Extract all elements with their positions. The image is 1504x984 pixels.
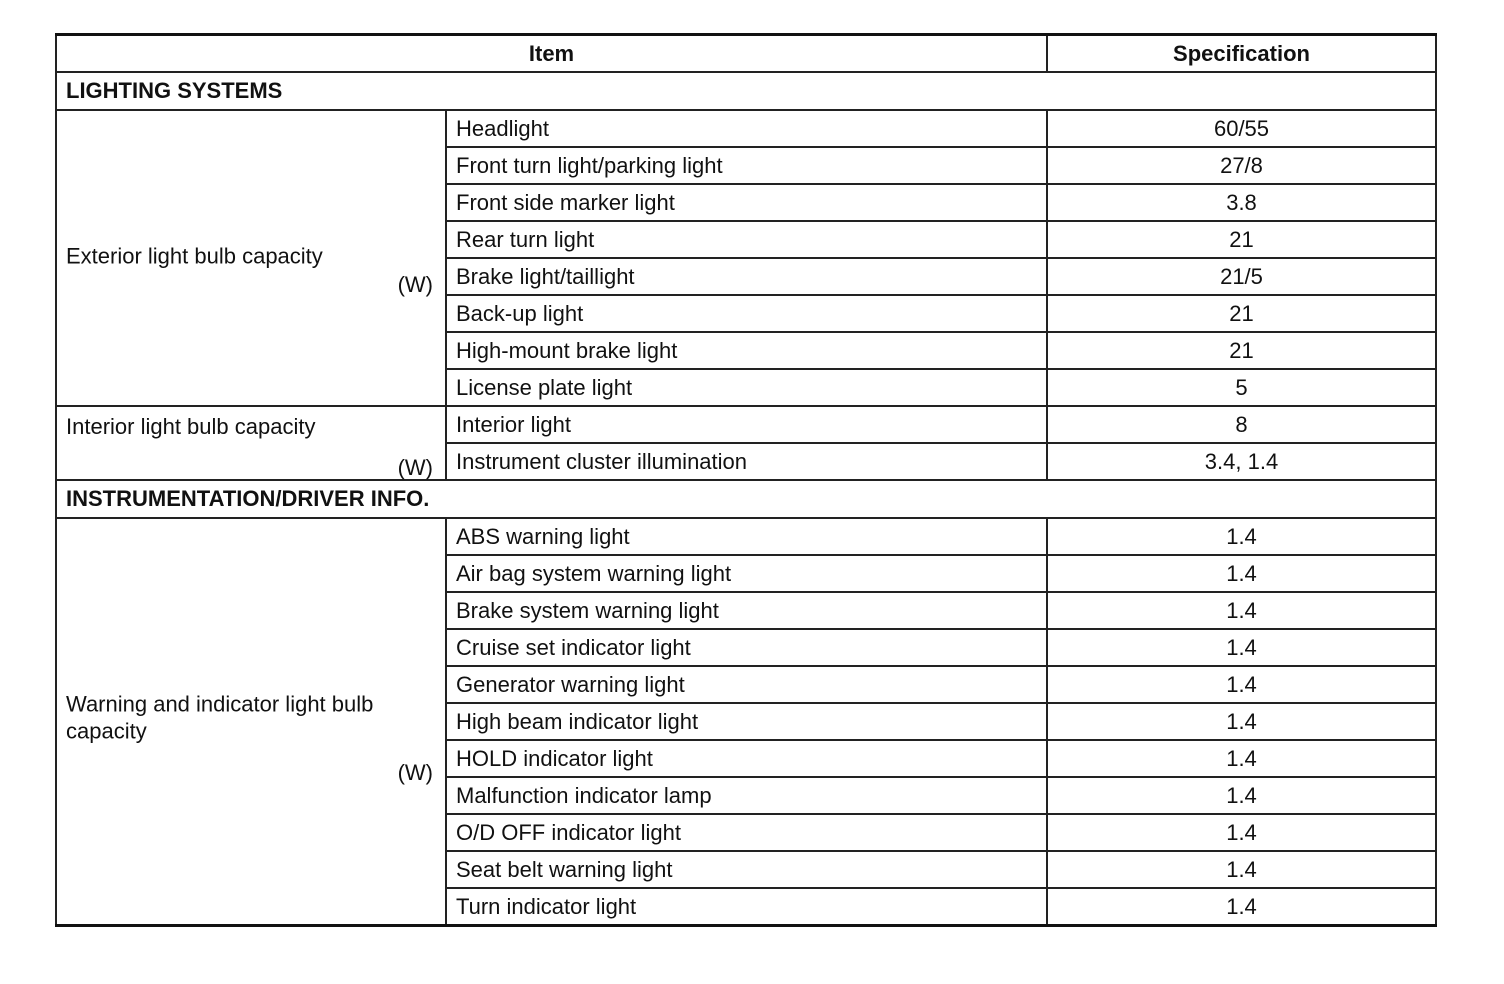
table-header-row — [56, 35, 1436, 73]
item-cell: Malfunction indicator lamp — [446, 777, 1047, 814]
spec-cell: 21 — [1047, 332, 1436, 369]
spec-cell: 21 — [1047, 295, 1436, 332]
section-row — [56, 72, 1436, 110]
item-cell: Front side marker light — [446, 184, 1047, 221]
item-cell: Brake light/taillight — [446, 258, 1047, 295]
item-cell: Back-up light — [446, 295, 1047, 332]
spec-cell: 5 — [1047, 369, 1436, 406]
item-cell: Generator warning light — [446, 666, 1047, 703]
item-cell: Air bag system warning light — [446, 555, 1047, 592]
spec-cell: 27/8 — [1047, 147, 1436, 184]
spec-cell: 8 — [1047, 406, 1436, 443]
group-unit: (W) — [397, 272, 433, 297]
item-cell: ABS warning light — [446, 518, 1047, 555]
spec-cell: 1.4 — [1047, 666, 1436, 703]
group-cell-warning-indicator — [56, 518, 446, 926]
spec-cell: 60/55 — [1047, 110, 1436, 147]
item-cell: HOLD indicator light — [446, 740, 1047, 777]
item-cell: High beam indicator light — [446, 703, 1047, 740]
section-row — [56, 480, 1436, 518]
group-label: Exterior light bulb capacity — [66, 243, 323, 269]
spec-cell: 1.4 — [1047, 777, 1436, 814]
item-cell: Instrument cluster illumination — [446, 443, 1047, 480]
spec-cell: 1.4 — [1047, 592, 1436, 629]
spec-cell: 1.4 — [1047, 555, 1436, 592]
item-cell: Turn indicator light — [446, 888, 1047, 926]
item-cell: Cruise set indicator light — [446, 629, 1047, 666]
item-cell: Seat belt warning light — [446, 851, 1047, 888]
spec-cell: 1.4 — [1047, 629, 1436, 666]
spec-cell: 1.4 — [1047, 703, 1436, 740]
table-row — [56, 110, 1436, 147]
column-header-specification: Specification — [1047, 35, 1436, 73]
spec-cell: 21 — [1047, 221, 1436, 258]
section-title-instrumentation: INSTRUMENTATION/DRIVER INFO. — [56, 480, 1436, 518]
group-unit: (W) — [397, 760, 433, 785]
table-row — [56, 406, 1436, 443]
group-unit: (W) — [397, 455, 433, 480]
spec-cell: 1.4 — [1047, 740, 1436, 777]
spec-cell: 3.4, 1.4 — [1047, 443, 1436, 480]
column-header-item: Item — [56, 35, 1047, 73]
spec-cell: 1.4 — [1047, 518, 1436, 555]
item-cell: O/D OFF indicator light — [446, 814, 1047, 851]
item-cell: High-mount brake light — [446, 332, 1047, 369]
item-cell: Headlight — [446, 110, 1047, 147]
item-cell: Front turn light/parking light — [446, 147, 1047, 184]
spec-cell: 1.4 — [1047, 851, 1436, 888]
spec-cell: 21/5 — [1047, 258, 1436, 295]
group-label: Interior light bulb capacity — [66, 414, 316, 439]
group-label: Warning and indicator light bulb capacity — [66, 691, 374, 744]
group-cell-interior — [56, 406, 446, 480]
section-title-lighting-systems: LIGHTING SYSTEMS — [56, 72, 1436, 110]
item-cell: License plate light — [446, 369, 1047, 406]
table-row — [56, 518, 1436, 555]
specification-table — [55, 33, 1437, 927]
item-cell: Rear turn light — [446, 221, 1047, 258]
spec-cell: 1.4 — [1047, 814, 1436, 851]
group-cell-exterior — [56, 110, 446, 406]
spec-cell: 1.4 — [1047, 888, 1436, 926]
spec-cell: 3.8 — [1047, 184, 1436, 221]
item-cell: Brake system warning light — [446, 592, 1047, 629]
item-cell: Interior light — [446, 406, 1047, 443]
